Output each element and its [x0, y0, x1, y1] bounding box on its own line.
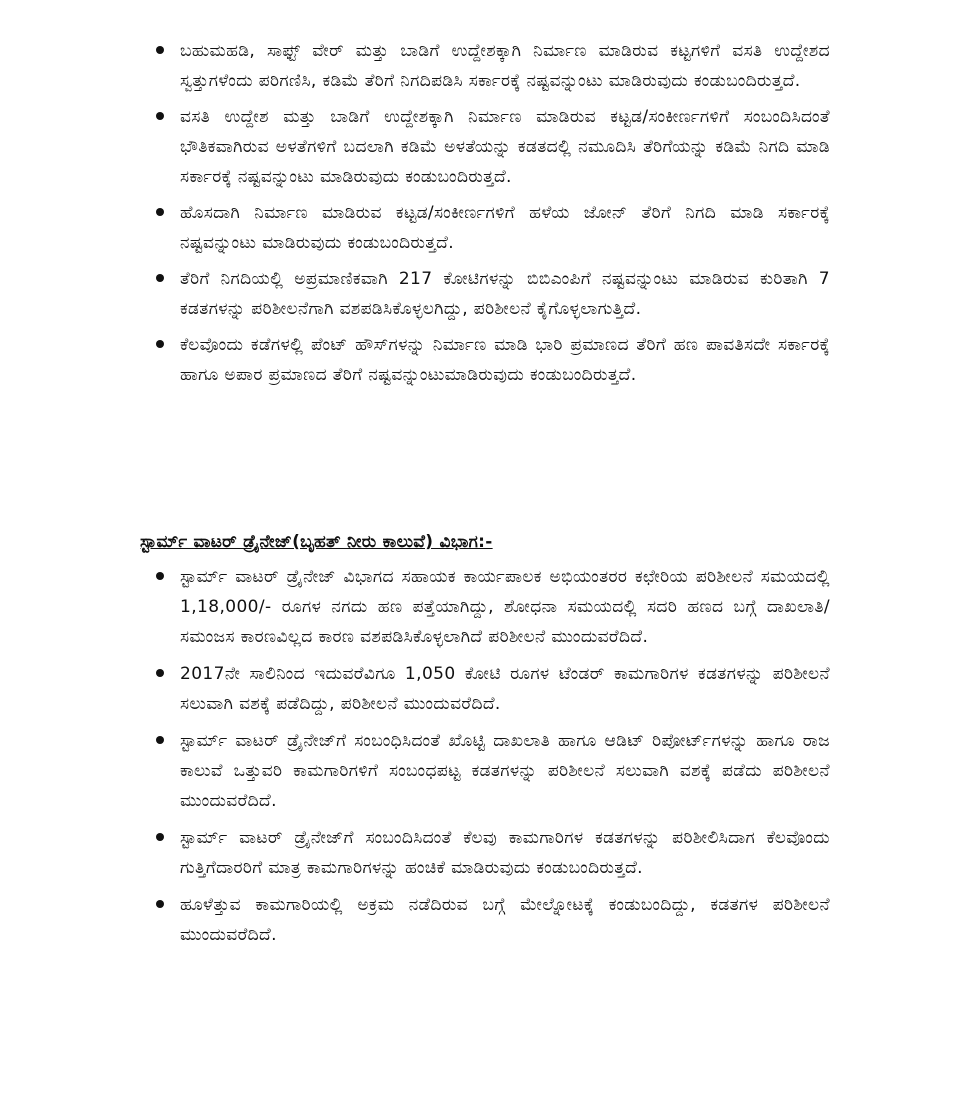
- bullet-icon: [156, 46, 164, 54]
- bullet-icon: [156, 833, 164, 841]
- section-heading-storm-water-drainage: ಸ್ಟಾರ್ಮ್ ವಾಟರ್ ಡ್ರೈನೇಜ್(ಬೃಹತ್ ನೀರು ಕಾಲುವೆ) ವಿಭಾಗ:-: [140, 532, 493, 552]
- bullet-list-property-tax: [150, 36, 830, 396]
- list-item: [150, 264, 830, 324]
- bullet-text: ಬಹುಮಹಡಿ, ಸಾಫ್ಟ್ ವೇರ್ ಮತ್ತು ಬಾಡಿಗೆ ಉದ್ದೇಶಕ್ಕಾಗಿ ನಿರ್ಮಾಣ ಮಾಡಿರುವ ಕಟ್ಟಗಳಿಗೆ ವಸತಿ ಉದ್ದೇಶದ ಸ್ವತ್ತುಗಳೆಂದು ಪರಿಗಣಿಸಿ, ಕಡಿಮೆ ತೆರಿಗೆ ನಿಗದಿಪಡಿಸಿ ಸರ್ಕಾರಕ್ಕೆ ನಷ್ಟವನ್ನುಂಟು ಮಾಡಿರುವುದು ಕಂಡುಬಂದಿರುತ್ತದೆ.: [180, 41, 830, 91]
- bullet-icon: [156, 572, 164, 580]
- bullet-text: ವಸತಿ ಉದ್ದೇಶ ಮತ್ತು ಬಾಡಿಗೆ ಉದ್ದೇಶಕ್ಕಾಗಿ ನಿರ್ಮಾಣ ಮಾಡಿರುವ ಕಟ್ಟಡ/ಸಂಕೀರ್ಣಗಳಿಗೆ ಸಂಬಂದಿಸಿದಂತೆ ಭೌತಿಕವಾಗಿರುವ ಅಳತೆಗಳಿಗೆ ಬದಲಾಗಿ ಕಡಿಮೆ ಅಳತೆಯನ್ನು ಕಡತದಲ್ಲಿ ನಮೂದಿಸಿ ತೆರಿಗೆಯನ್ನು ಕಡಿಮೆ ನಿಗದಿ ಮಾಡಿ ಸರ್ಕಾರಕ್ಕೆ ನಷ್ಟವನ್ನುಂಟು ಮಾಡಿರುವುದು ಕಂಡುಬಂದಿರುತ್ತದೆ.: [180, 107, 830, 187]
- bullet-icon: [156, 208, 164, 216]
- bullet-text: ಹೂಳೆತ್ತುವ ಕಾಮಗಾರಿಯಲ್ಲಿ ಅಕ್ರಮ ನಡೆದಿರುವ ಬಗ್ಗೆ ಮೇಲ್ನೋಟಕ್ಕೆ ಕಂಡುಬಂದಿದ್ದು, ಕಡತಗಳ ಪರಿಶೀಲನೆ ಮುಂದುವರೆದಿದೆ.: [180, 895, 830, 945]
- bullet-list-storm-water-drainage: [150, 562, 830, 957]
- list-item: [150, 102, 830, 192]
- bullet-text: ಸ್ಟಾರ್ಮ್ ವಾಟರ್ ಡ್ರೈನೇಜ್ ವಿಭಾಗದ ಸಹಾಯಕ ಕಾರ್ಯಪಾಲಕ ಅಭಿಯಂತರರ ಕಛೇರಿಯ ಪರಿಶೀಲನೆ ಸಮಯದಲ್ಲಿ 1,18,000/- ರೂಗಳ ನಗದು ಹಣ ಪತ್ತೆಯಾಗಿದ್ದು, ಶೋಧನಾ ಸಮಯದಲ್ಲಿ ಸದರಿ ಹಣದ ಬಗ್ಗೆ ದಾಖಲಾತಿ/ಸಮಂಜಸ ಕಾರಣವಿಲ್ಲದ ಕಾರಣ ವಶಪಡಿಸಿಕೊಳ್ಳಲಾಗಿದೆ ಪರಿಶೀಲನೆ ಮುಂದುವರೆದಿದೆ.: [180, 567, 830, 647]
- bullet-icon: [156, 900, 164, 908]
- bullet-icon: [156, 736, 164, 744]
- bullet-text: 2017ನೇ ಸಾಲಿನಿಂದ ಇದುವರೆವಿಗೂ 1,050 ಕೋಟಿ ರೂಗಳ ಟೆಂಡರ್ ಕಾಮಗಾರಿಗಳ ಕಡತಗಳನ್ನು ಪರಿಶೀಲನೆ ಸಲುವಾಗಿ ವಶಕ್ಕೆ ಪಡೆದಿದ್ದು, ಪರಿಶೀಲನೆ ಮುಂದುವರೆದಿದೆ.: [180, 664, 830, 714]
- bullet-text: ಹೊಸದಾಗಿ ನಿರ್ಮಾಣ ಮಾಡಿರುವ ಕಟ್ಟಡ/ಸಂಕೀರ್ಣಗಳಿಗೆ ಹಳೆಯ ಜೋನ್ ತೆರಿಗೆ ನಿಗದಿ ಮಾಡಿ ಸರ್ಕಾರಕ್ಕೆ ನಷ್ಟವನ್ನುಂಟು ಮಾಡಿರುವುದು ಕಂಡುಬಂದಿರುತ್ತದೆ.: [180, 203, 830, 253]
- bullet-text: ಸ್ಟಾರ್ಮ್ ವಾಟರ್ ಡ್ರೈನೇಜ್‌ಗೆ ಸಂಬಂದಿಸಿದಂತೆ ಕೆಲವು ಕಾಮಗಾರಿಗಳ ಕಡತಗಳನ್ನು ಪರಿಶೀಲಿಸಿದಾಗ ಕೆಲವೊಂದು ಗುತ್ತಿಗೆದಾರರಿಗೆ ಮಾತ್ರ ಕಾಮಗಾರಿಗಳನ್ನು ಹಂಚಿಕೆ ಮಾಡಿರುವುದು ಕಂಡುಬಂದಿರುತ್ತದೆ.: [180, 828, 830, 878]
- list-item: [150, 659, 830, 719]
- bullet-icon: [156, 274, 164, 282]
- bullet-text: ತೆರಿಗೆ ನಿಗದಿಯಲ್ಲಿ ಅಪ್ರಮಾಣಿಕವಾಗಿ 217 ಕೋಟಿಗಳನ್ನು ಬಿಬಿಎಂಪಿಗೆ ನಷ್ಟವನ್ನುಂಟು ಮಾಡಿರುವ ಕುರಿತಾಗಿ 7 ಕಡತಗಳನ್ನು ಪರಿಶೀಲನೆಗಾಗಿ ವಶಪಡಿಸಿಕೊಳ್ಳಲಗಿದ್ದು, ಪರಿಶೀಲನೆ ಕೈಗೊಳ್ಳಲಾಗುತ್ತಿದೆ.: [180, 269, 830, 319]
- bullet-icon: [156, 669, 164, 677]
- list-item: [150, 562, 830, 652]
- list-item: [150, 36, 830, 96]
- bullet-icon: [156, 112, 164, 120]
- list-item: [150, 726, 830, 816]
- bullet-text: ಸ್ಟಾರ್ಮ್ ವಾಟರ್ ಡ್ರೈನೇಜ್‌ಗೆ ಸಂಬಂಧಿಸಿದಂತೆ ಖೊಟ್ಟಿ ದಾಖಲಾತಿ ಹಾಗೂ ಆಡಿಟ್ ರಿಪೋರ್ಟ್‌ಗಳನ್ನು ಹಾಗೂ ರಾಜ ಕಾಲುವೆ ಒತ್ತುವರಿ ಕಾಮಗಾರಿಗಳಿಗೆ ಸಂಬಂಧಪಟ್ಟ ಕಡತಗಳನ್ನು ಪರಿಶೀಲನೆ ಸಲುವಾಗಿ ವಶಕ್ಕೆ ಪಡೆದು ಪರಿಶೀಲನೆ ಮುಂದುವರೆದಿದೆ.: [180, 731, 830, 811]
- list-item: [150, 823, 830, 883]
- list-item: [150, 890, 830, 950]
- bullet-text: ಕೆಲವೊಂದು ಕಡೆಗಳಲ್ಲಿ ಪೆಂಟ್ ಹೌಸ್‌ಗಳನ್ನು ನಿರ್ಮಾಣ ಮಾಡಿ ಭಾರಿ ಪ್ರಮಾಣದ ತೆರಿಗೆ ಹಣ ಪಾವತಿಸದೇ ಸರ್ಕಾರಕ್ಕೆ ಹಾಗೂ ಅಪಾರ ಪ್ರಮಾಣದ ತೆರಿಗೆ ನಷ್ಟವನ್ನುಂಟುಮಾಡಿರುವುದು ಕಂಡುಬಂದಿರುತ್ತದೆ.: [180, 335, 830, 385]
- list-item: [150, 198, 830, 258]
- bullet-icon: [156, 340, 164, 348]
- list-item: [150, 330, 830, 390]
